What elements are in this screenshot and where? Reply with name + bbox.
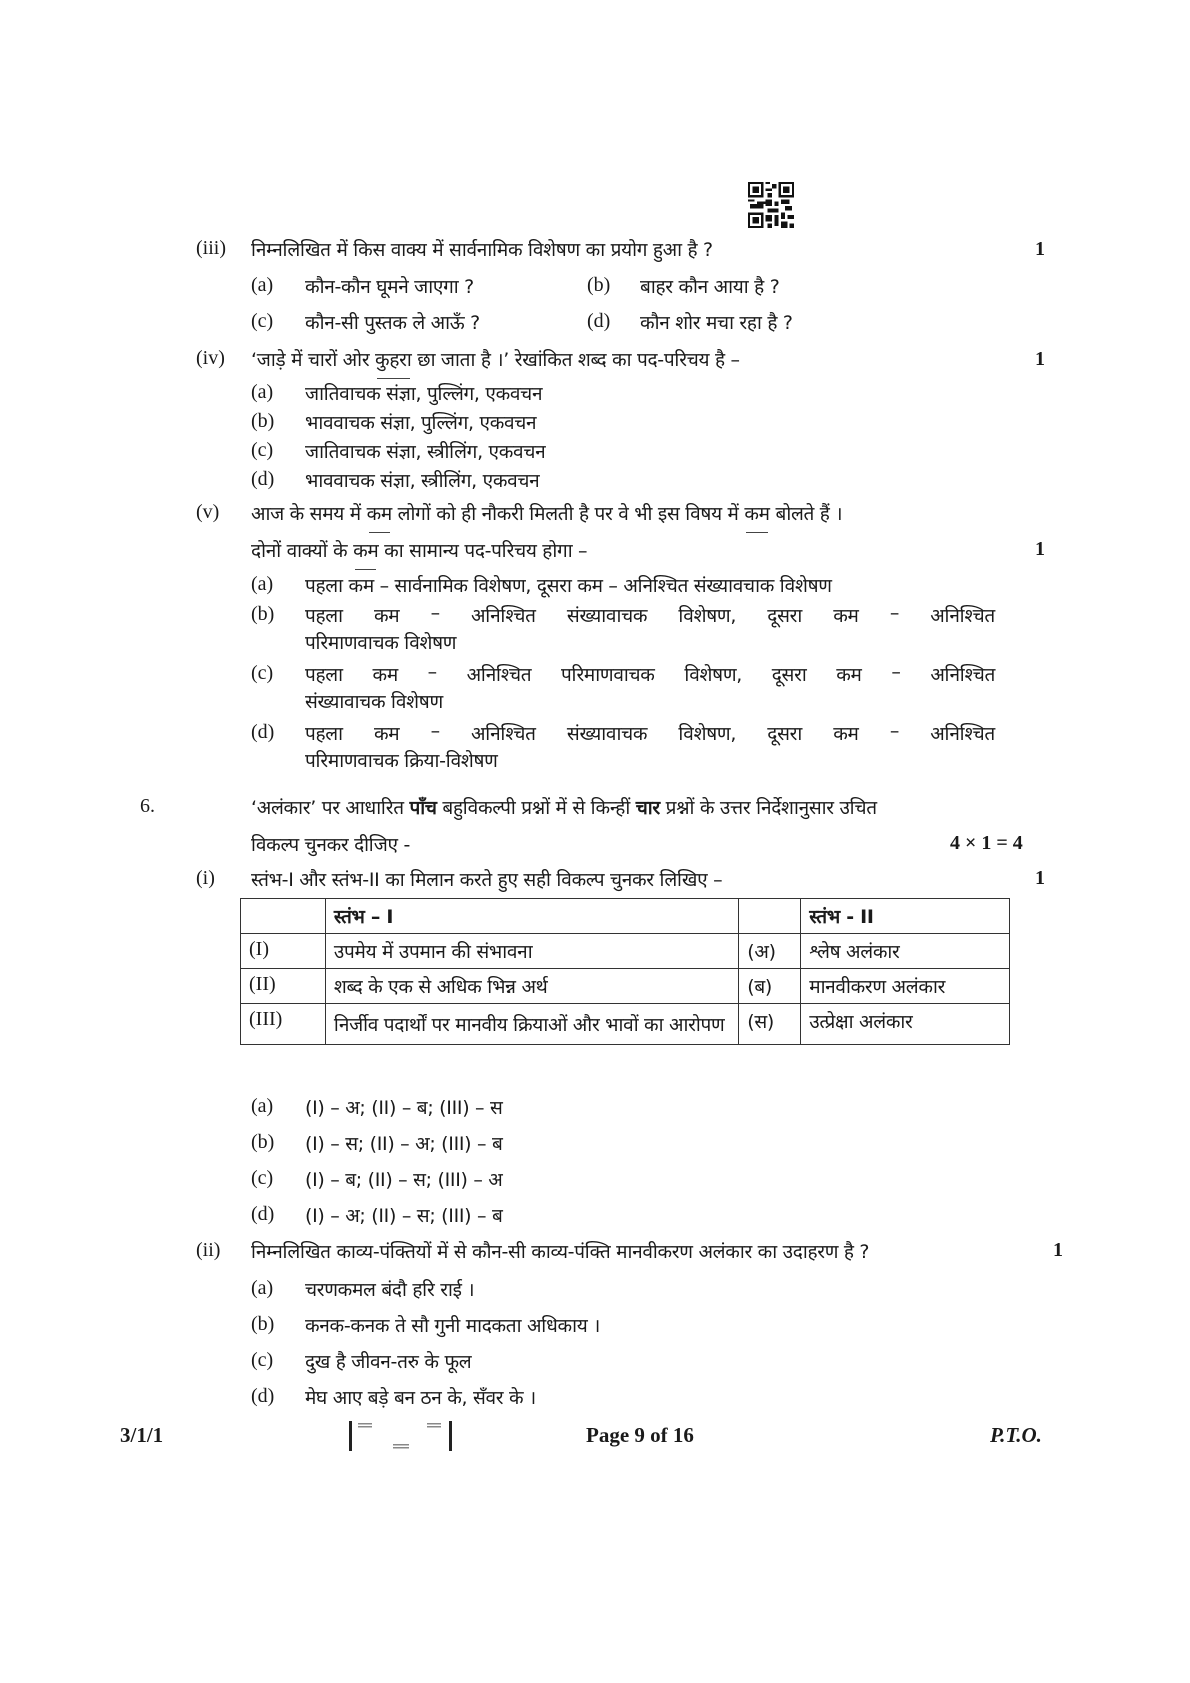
table-cell: श्लेष अलंकार — [801, 934, 1010, 969]
word: – — [889, 602, 900, 624]
underlined-word: कम — [353, 540, 379, 562]
bold-word: चार — [635, 797, 660, 819]
qr-code-icon — [748, 182, 794, 228]
underlined-word: कम — [744, 503, 770, 525]
table-cell: (ब) — [739, 969, 801, 1004]
option-text: दुख है जीवन-तरु के फूल — [305, 1351, 472, 1373]
bold-word: पाँच — [409, 797, 437, 819]
table-header-cell: स्तंभ – I — [325, 899, 738, 934]
word: दूसरा — [767, 723, 803, 745]
option-text-line2: संख्यावाचक विशेषण — [305, 691, 443, 713]
word: – — [430, 720, 440, 742]
word: संख्यावाचक — [566, 723, 648, 745]
marks: 1 — [1035, 348, 1045, 370]
text-segment: ‘जाड़े में चारों ओर — [251, 349, 376, 371]
table-cell: उपमेय में उपमान की संभावना — [325, 934, 738, 969]
word: अनिश्चित — [930, 664, 995, 686]
word: अनिश्चित — [466, 664, 532, 686]
option-text: (I) – अ; (II) – ब; (III) – स — [305, 1097, 503, 1119]
option-text: मेघ आए बड़े बन ठन के, सँवर के । — [305, 1387, 536, 1409]
option-text: पहला कम – सार्वनामिक विशेषण, दूसरा कम – अनिश्चित संख्यावचाक विशेषण — [305, 575, 832, 597]
table-cell: निर्जीव पदार्थों पर मानवीय क्रियाओं और भावों का आरोपण — [325, 1004, 738, 1045]
word: अनिश्चित — [930, 605, 995, 627]
option-label: (b) — [251, 410, 275, 432]
option-label: (a) — [251, 573, 274, 595]
text-segment: छा जाता है ।’ रेखांकित शब्द का पद-परिचय है – — [411, 349, 740, 371]
question-text-line1 — [251, 794, 877, 820]
option-label: (c) — [251, 662, 274, 684]
option-text: भाववाचक संज्ञा, स्त्रीलिंग, एकवचन — [305, 470, 540, 492]
option-text: कौन शोर मचा रहा है ? — [640, 312, 793, 334]
option-text-line1 — [305, 602, 995, 628]
option-label: (a) — [251, 1277, 274, 1299]
option-text: (I) – अ; (II) – स; (III) – ब — [305, 1205, 503, 1227]
marks: 1 — [1035, 867, 1045, 889]
option-text: (I) – स; (II) – अ; (III) – ब — [305, 1133, 503, 1155]
word: अनिश्चित — [471, 723, 536, 745]
option-text-line2: परिमाणवाचक क्रिया-विशेषण — [305, 750, 498, 772]
question-text-line1 — [251, 500, 842, 526]
paper-code: 3/1/1 — [120, 1423, 164, 1447]
table-row — [241, 934, 1010, 969]
table-header-cell: स्तंभ - II — [801, 899, 1010, 934]
option-text: जातिवाचक संज्ञा, पुल्लिंग, एकवचन — [305, 383, 543, 405]
word: कम — [372, 664, 398, 686]
underlined-word: कुहरा — [375, 349, 412, 371]
word: पहला — [305, 664, 343, 686]
option-text: कौन-सी पुस्तक ले आऊँ ? — [305, 312, 480, 334]
text-segment: प्रश्नों के उत्तर निर्देशानुसार उचित — [659, 797, 877, 819]
text-segment: ‘अलंकार’ पर आधारित — [251, 797, 410, 819]
word: अनिश्चित — [930, 723, 995, 745]
text-segment: बोलते हैं । — [769, 503, 843, 525]
option-label: (b) — [587, 274, 611, 296]
option-label: (b) — [251, 1131, 275, 1153]
option-label: (a) — [251, 1095, 274, 1117]
option-text-line2: परिमाणवाचक विशेषण — [305, 632, 457, 654]
table-cell: (II) — [241, 969, 326, 1004]
word: अनिश्चित — [471, 605, 536, 627]
page-number: Page 9 of 16 — [586, 1423, 694, 1447]
option-label: (b) — [251, 1313, 275, 1335]
word: विशेषण, — [678, 605, 737, 627]
question-text-line2: विकल्प चुनकर दीजिए - — [251, 834, 411, 856]
option-label: (b) — [251, 603, 275, 625]
word: – — [889, 720, 900, 742]
table-header-row — [241, 899, 1010, 934]
question-text — [251, 346, 740, 372]
word: – — [891, 661, 901, 683]
option-label: (c) — [251, 310, 274, 332]
table-header-cell — [241, 899, 326, 934]
option-label: (a) — [251, 274, 274, 296]
marks: 1 — [1035, 238, 1045, 260]
word: कम — [833, 605, 859, 627]
table-cell: (स) — [739, 1004, 801, 1045]
option-text: चरणकमल बंदौ हरि राई । — [305, 1279, 475, 1301]
word: कम — [836, 664, 862, 686]
option-label: (d) — [251, 468, 275, 490]
question-number: 6. — [140, 795, 155, 817]
marks: 1 — [1035, 538, 1045, 560]
table-row — [241, 1004, 1010, 1045]
question-text-line2 — [251, 537, 587, 563]
word: पहला — [305, 605, 343, 627]
question-text: निम्नलिखित काव्य-पंक्तियों में से कौन-सी काव्य-पंक्ति मानवीकरण अलंकार का उदाहरण है ? — [251, 1241, 870, 1263]
option-text: (I) – ब; (II) – स; (III) – अ — [305, 1169, 503, 1191]
table-cell: (I) — [241, 934, 326, 969]
barcode-icon — [349, 1420, 452, 1452]
word: कम — [374, 723, 400, 745]
option-label: (a) — [251, 381, 274, 403]
word: – — [427, 661, 437, 683]
table-cell: (अ) — [739, 934, 801, 969]
question-number: (v) — [196, 501, 220, 523]
word: – — [430, 602, 440, 624]
word: दूसरा — [771, 664, 807, 686]
option-text-line1 — [305, 720, 995, 746]
please-turn-over: P.T.O. — [990, 1423, 1042, 1447]
marks: 1 — [1053, 1239, 1063, 1261]
marks-total: 4 × 1 = 4 — [950, 832, 1023, 854]
word: विशेषण, — [684, 664, 743, 686]
table-row — [241, 969, 1010, 1004]
option-label: (d) — [587, 310, 611, 332]
question-text: स्तंभ-I और स्तंभ-II का मिलान करते हुए सही विकल्प चुनकर लिखिए – — [251, 869, 723, 891]
option-text: जातिवाचक संज्ञा, स्त्रीलिंग, एकवचन — [305, 441, 546, 463]
question-number: (iii) — [196, 237, 226, 259]
table-cell: शब्द के एक से अधिक भिन्न अर्थ — [325, 969, 738, 1004]
option-text: भाववाचक संज्ञा, पुल्लिंग, एकवचन — [305, 412, 537, 434]
text-segment: लोगों को ही नौकरी मिलती है पर वे भी इस विषय में — [391, 503, 745, 525]
option-label: (c) — [251, 1167, 274, 1189]
word: कम — [374, 605, 400, 627]
question-number: (i) — [196, 867, 215, 889]
word: विशेषण, — [678, 723, 737, 745]
word: कम — [833, 723, 859, 745]
table-cell: (III) — [241, 1004, 326, 1045]
text-segment: आज के समय में — [251, 503, 367, 525]
text-segment: का सामान्य पद-परिचय होगा – — [378, 540, 588, 562]
option-text: कौन-कौन घूमने जाएगा ? — [305, 276, 474, 298]
text-segment: दोनों वाक्यों के — [251, 540, 354, 562]
option-text-line1 — [305, 661, 995, 687]
match-table — [240, 898, 1010, 1045]
text-segment: बहुविकल्पी प्रश्नों में से किन्हीं — [436, 797, 636, 819]
word: पहला — [305, 723, 343, 745]
word: परिमाणवाचक — [561, 664, 655, 686]
table-cell: उत्प्रेक्षा अलंकार — [801, 1004, 1010, 1045]
option-label: (d) — [251, 1203, 275, 1225]
underlined-word: कम — [366, 503, 392, 525]
question-number: (iv) — [196, 347, 225, 369]
table-cell: मानवीकरण अलंकार — [801, 969, 1010, 1004]
option-label: (d) — [251, 721, 275, 743]
option-text: बाहर कौन आया है ? — [640, 276, 780, 298]
table-header-cell — [739, 899, 801, 934]
option-label: (c) — [251, 1349, 274, 1371]
option-text: कनक-कनक ते सौ गुनी मादकता अधिकाय । — [305, 1315, 601, 1337]
option-label: (c) — [251, 439, 274, 461]
word: दूसरा — [767, 605, 803, 627]
option-label: (d) — [251, 1385, 275, 1407]
question-number: (ii) — [196, 1239, 221, 1261]
question-text: निम्नलिखित में किस वाक्य में सार्वनामिक विशेषण का प्रयोग हुआ है ? — [251, 239, 713, 261]
word: संख्यावाचक — [566, 605, 648, 627]
